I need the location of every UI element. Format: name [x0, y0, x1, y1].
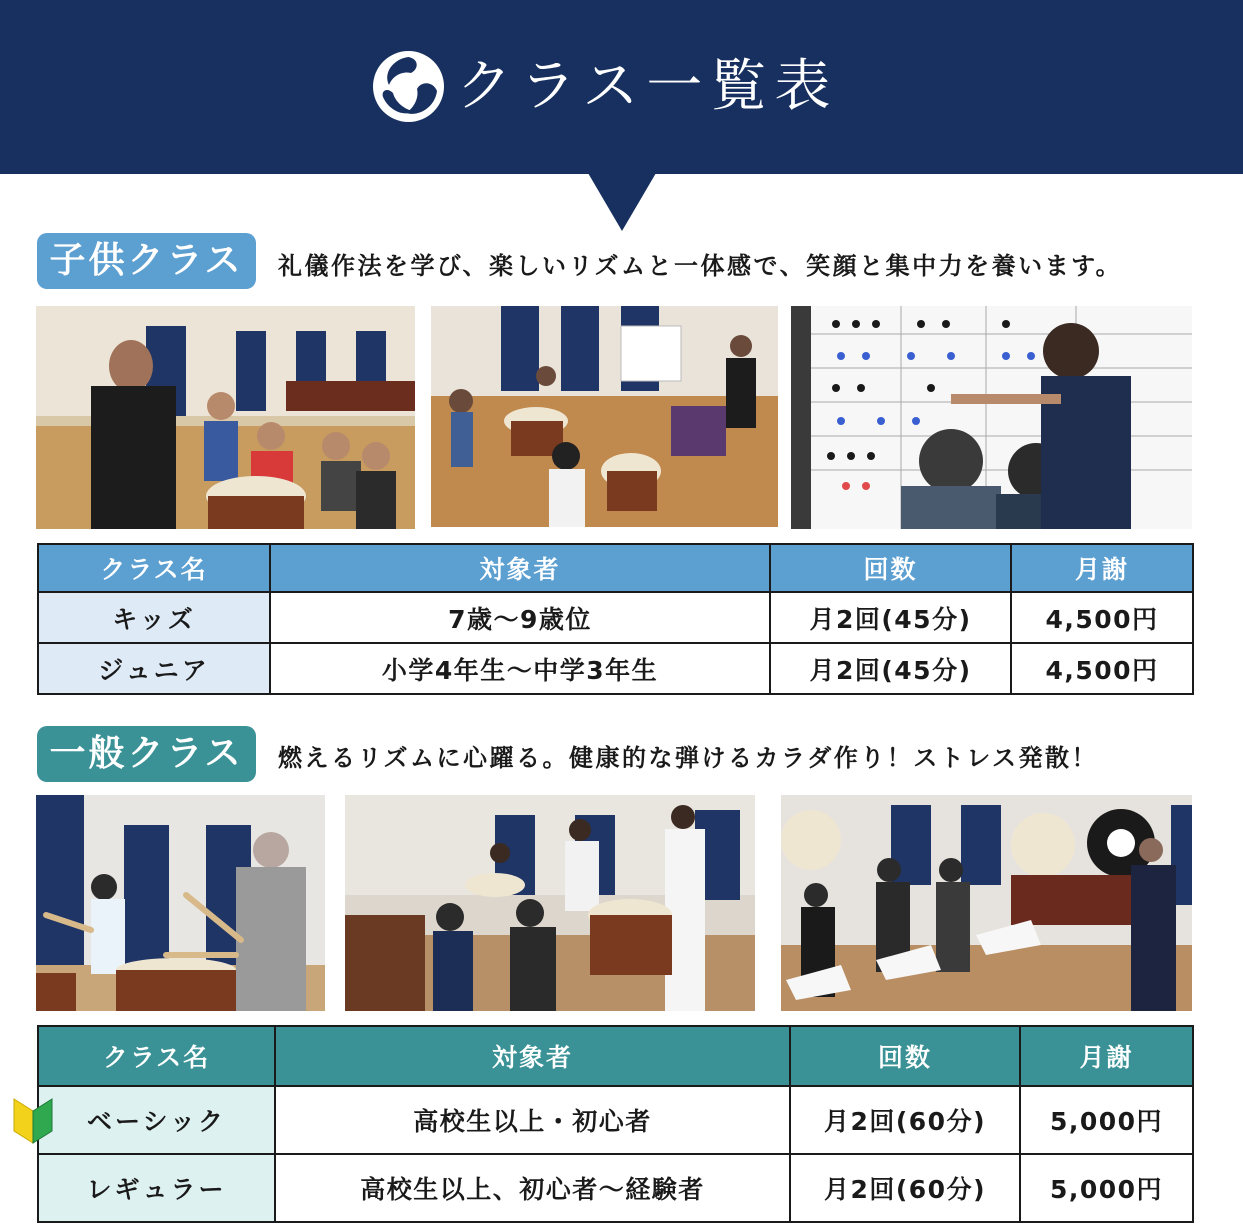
- rhythm-notation-board-photo: [791, 306, 1192, 529]
- adult-class-group-photo: [345, 795, 755, 1011]
- frequency-cell: 月2回(45分): [770, 643, 1011, 694]
- target-cell: 高校生以上・初心者: [275, 1086, 790, 1154]
- target-cell: 高校生以上、初心者～経験者: [275, 1154, 790, 1222]
- table-row: [38, 1154, 1193, 1222]
- table-row: [38, 1086, 1193, 1154]
- target-cell: 小学4年生～中学3年生: [270, 643, 770, 694]
- class-name-cell: レギュラー: [38, 1154, 275, 1222]
- general-table-header-row: [38, 1026, 1193, 1086]
- general-class-label: 一般クラス: [37, 726, 256, 782]
- class-name-cell: キッズ: [38, 592, 270, 643]
- frequency-cell: 月2回(45分): [770, 592, 1011, 643]
- general-class-description: 燃えるリズムに心躍る。健康的な弾けるカラダ作り！ストレス発散！: [278, 744, 1099, 772]
- table-header-target: 対象者: [275, 1026, 790, 1086]
- fee-cell: 5,000円: [1020, 1154, 1193, 1222]
- kids-table-header-row: [38, 544, 1193, 592]
- table-header-monthly-fee: 月謝: [1011, 544, 1193, 592]
- kids-drumming-photo: [431, 306, 778, 527]
- table-row: [38, 643, 1193, 694]
- frequency-cell: 月2回(60分): [790, 1154, 1020, 1222]
- kids-with-teacher-photo: [36, 306, 415, 529]
- fee-cell: 4,500円: [1011, 643, 1193, 694]
- general-class-table: [37, 1025, 1194, 1223]
- fee-cell: 4,500円: [1011, 592, 1193, 643]
- fee-cell: 5,000円: [1020, 1086, 1193, 1154]
- table-header-target: 対象者: [270, 544, 770, 592]
- table-header-frequency: 回数: [770, 544, 1011, 592]
- table-header-class-name: クラス名: [38, 544, 270, 592]
- adults-drumming-photo: [36, 795, 325, 1011]
- table-header-monthly-fee: 月謝: [1020, 1026, 1193, 1086]
- header-pointer-arrow: [588, 173, 656, 231]
- table-header-class-name: クラス名: [38, 1026, 275, 1086]
- kids-class-table: [37, 543, 1194, 695]
- page-header: [0, 0, 1243, 174]
- page-title: クラス一覧表: [456, 54, 839, 119]
- kids-class-label: 子供クラス: [37, 233, 256, 289]
- kids-class-description: 礼儀作法を学び、楽しいリズムと一体感で、笑顔と集中力を養います。: [278, 252, 1123, 280]
- beginner-leaf-icon: [10, 1093, 56, 1145]
- table-header-frequency: 回数: [790, 1026, 1020, 1086]
- class-name-cell: ベーシック: [38, 1086, 275, 1154]
- taiko-logo-icon: [373, 51, 444, 122]
- target-cell: 7歳～9歳位: [270, 592, 770, 643]
- table-row: [38, 592, 1193, 643]
- frequency-cell: 月2回(60分): [790, 1086, 1020, 1154]
- adult-class-sheet-music-photo: [781, 795, 1192, 1011]
- class-name-cell: ジュニア: [38, 643, 270, 694]
